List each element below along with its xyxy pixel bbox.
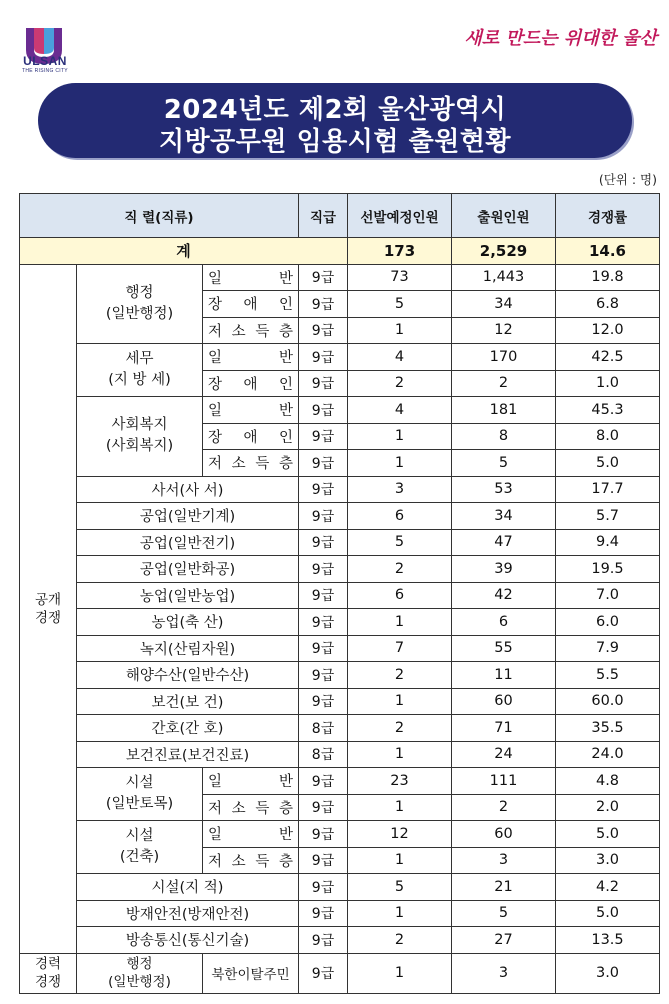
row-grade: 8급 <box>299 715 348 742</box>
row-applicants: 8 <box>452 423 556 450</box>
row-name: 사서(사 서) <box>77 476 299 503</box>
row-applicants: 1,443 <box>452 264 556 291</box>
row-planned: 5 <box>348 529 452 556</box>
city-slogan: 새로 만드는 위대한 울산 <box>464 28 657 49</box>
row-ratio: 4.2 <box>556 874 660 901</box>
row-planned: 1 <box>348 900 452 927</box>
row-sub: 저 소 득 층 <box>203 317 299 344</box>
total-applicants: 2,529 <box>452 238 556 265</box>
row-planned: 1 <box>348 423 452 450</box>
row-planned: 5 <box>348 874 452 901</box>
row-applicants: 3 <box>452 847 556 874</box>
page-title-banner <box>38 83 632 158</box>
row-grade: 9급 <box>299 397 348 424</box>
row-grade: 9급 <box>299 317 348 344</box>
row-ratio: 6.0 <box>556 609 660 636</box>
row-name: 방송통신(통신기술) <box>77 927 299 954</box>
row-ratio: 12.0 <box>556 317 660 344</box>
row-sub: 장 애 인 <box>203 291 299 318</box>
row-applicants: 39 <box>452 556 556 583</box>
table-row <box>20 741 660 768</box>
row-sub: 저 소 득 층 <box>203 847 299 874</box>
row-grade: 9급 <box>299 423 348 450</box>
row-applicants: 27 <box>452 927 556 954</box>
row-grade: 9급 <box>299 847 348 874</box>
group-civil-engineering: 시설 (일반토목) <box>77 768 203 821</box>
row-applicants: 6 <box>452 609 556 636</box>
row-ratio: 4.8 <box>556 768 660 795</box>
row-grade: 8급 <box>299 741 348 768</box>
row-name: 방재안전(방재안전) <box>77 900 299 927</box>
row-grade: 9급 <box>299 503 348 530</box>
row-grade: 9급 <box>299 635 348 662</box>
header-grade: 직급 <box>299 194 348 238</box>
total-ratio: 14.6 <box>556 238 660 265</box>
table-row <box>20 900 660 927</box>
row-grade: 9급 <box>299 927 348 954</box>
row-ratio: 45.3 <box>556 397 660 424</box>
unit-note: (단위 : 명) <box>598 172 657 187</box>
total-planned: 173 <box>348 238 452 265</box>
row-sub: 장 애 인 <box>203 370 299 397</box>
row-sub: 저 소 득 층 <box>203 450 299 477</box>
row-grade: 9급 <box>299 609 348 636</box>
logo-wordmark: ULSAN <box>23 54 67 68</box>
row-sub: 일 반 <box>203 344 299 371</box>
category-open-competition: 공개 경쟁 <box>20 264 77 953</box>
table-row <box>20 397 660 424</box>
row-planned: 73 <box>348 264 452 291</box>
row-grade: 9급 <box>299 794 348 821</box>
table-row <box>20 476 660 503</box>
table-header-row <box>20 194 660 238</box>
row-planned: 7 <box>348 635 452 662</box>
row-planned: 1 <box>348 953 452 993</box>
row-ratio: 6.8 <box>556 291 660 318</box>
table-row <box>20 635 660 662</box>
row-applicants: 53 <box>452 476 556 503</box>
row-ratio: 7.9 <box>556 635 660 662</box>
row-ratio: 2.0 <box>556 794 660 821</box>
table-row <box>20 927 660 954</box>
row-ratio: 13.5 <box>556 927 660 954</box>
row-planned: 1 <box>348 609 452 636</box>
logo-tagline: THE RISING CITY <box>22 68 68 74</box>
row-applicants: 2 <box>452 370 556 397</box>
table-row <box>20 503 660 530</box>
table-row <box>20 662 660 689</box>
page-title-line2: 지방공무원 임용시험 출원현황 <box>158 127 512 157</box>
row-grade: 9급 <box>299 556 348 583</box>
group-admin: 행정 (일반행정) <box>77 264 203 344</box>
row-sub: 일 반 <box>203 397 299 424</box>
row-applicants: 21 <box>452 874 556 901</box>
row-planned: 1 <box>348 450 452 477</box>
row-name: 공업(일반전기) <box>77 529 299 556</box>
row-planned: 1 <box>348 688 452 715</box>
page-title-line1: 2024년도 제2회 울산광역시 <box>163 95 507 125</box>
row-planned: 6 <box>348 503 452 530</box>
row-planned: 2 <box>348 370 452 397</box>
row-applicants: 2 <box>452 794 556 821</box>
header-position: 직 렬(직류) <box>20 194 299 238</box>
row-applicants: 12 <box>452 317 556 344</box>
row-applicants: 60 <box>452 821 556 848</box>
row-planned: 2 <box>348 556 452 583</box>
row-applicants: 181 <box>452 397 556 424</box>
row-planned: 2 <box>348 927 452 954</box>
row-ratio: 3.0 <box>556 847 660 874</box>
total-label: 계 <box>20 238 348 265</box>
row-planned: 2 <box>348 715 452 742</box>
table-row <box>20 688 660 715</box>
row-ratio: 17.7 <box>556 476 660 503</box>
header-ratio: 경쟁률 <box>556 194 660 238</box>
applicants-table <box>19 193 660 994</box>
row-grade: 9급 <box>299 291 348 318</box>
row-applicants: 55 <box>452 635 556 662</box>
row-ratio: 35.5 <box>556 715 660 742</box>
group-tax: 세무 (지 방 세) <box>77 344 203 397</box>
row-ratio: 42.5 <box>556 344 660 371</box>
row-planned: 6 <box>348 582 452 609</box>
row-applicants: 34 <box>452 291 556 318</box>
table-row <box>20 609 660 636</box>
row-sub: 북한이탈주민 <box>203 953 299 993</box>
row-ratio: 3.0 <box>556 953 660 993</box>
row-ratio: 7.0 <box>556 582 660 609</box>
row-grade: 9급 <box>299 900 348 927</box>
row-ratio: 19.8 <box>556 264 660 291</box>
row-grade: 9급 <box>299 582 348 609</box>
row-name: 농업(축 산) <box>77 609 299 636</box>
row-ratio: 5.0 <box>556 900 660 927</box>
row-grade: 9급 <box>299 476 348 503</box>
header-applicants: 출원인원 <box>452 194 556 238</box>
row-grade: 9급 <box>299 688 348 715</box>
row-grade: 9급 <box>299 344 348 371</box>
row-sub: 장 애 인 <box>203 423 299 450</box>
table-row <box>20 264 660 291</box>
row-applicants: 71 <box>452 715 556 742</box>
row-planned: 23 <box>348 768 452 795</box>
row-grade: 9급 <box>299 450 348 477</box>
row-ratio: 60.0 <box>556 688 660 715</box>
group-career-admin: 행정 (일반행정) <box>77 953 203 993</box>
row-planned: 5 <box>348 291 452 318</box>
table-row <box>20 344 660 371</box>
row-sub: 일 반 <box>203 821 299 848</box>
row-sub: 저 소 득 층 <box>203 794 299 821</box>
row-grade: 9급 <box>299 768 348 795</box>
row-planned: 2 <box>348 662 452 689</box>
row-ratio: 8.0 <box>556 423 660 450</box>
table-row <box>20 582 660 609</box>
row-applicants: 5 <box>452 450 556 477</box>
row-applicants: 11 <box>452 662 556 689</box>
row-name: 농업(일반농업) <box>77 582 299 609</box>
row-planned: 1 <box>348 847 452 874</box>
row-planned: 1 <box>348 741 452 768</box>
header-planned: 선발예정인원 <box>348 194 452 238</box>
row-grade: 9급 <box>299 874 348 901</box>
row-applicants: 24 <box>452 741 556 768</box>
row-applicants: 42 <box>452 582 556 609</box>
row-ratio: 5.5 <box>556 662 660 689</box>
row-grade: 9급 <box>299 662 348 689</box>
row-grade: 9급 <box>299 370 348 397</box>
table-row <box>20 556 660 583</box>
row-applicants: 111 <box>452 768 556 795</box>
row-applicants: 170 <box>452 344 556 371</box>
row-ratio: 1.0 <box>556 370 660 397</box>
row-applicants: 34 <box>452 503 556 530</box>
row-name: 간호(간 호) <box>77 715 299 742</box>
table-row <box>20 874 660 901</box>
row-planned: 1 <box>348 317 452 344</box>
row-grade: 9급 <box>299 953 348 993</box>
row-planned: 12 <box>348 821 452 848</box>
row-ratio: 5.7 <box>556 503 660 530</box>
row-planned: 1 <box>348 794 452 821</box>
row-ratio: 9.4 <box>556 529 660 556</box>
table-row <box>20 821 660 848</box>
row-name: 공업(일반기계) <box>77 503 299 530</box>
table-row <box>20 953 660 993</box>
group-social-welfare: 사회복지 (사회복지) <box>77 397 203 477</box>
row-name: 해양수산(일반수산) <box>77 662 299 689</box>
table-row <box>20 529 660 556</box>
row-ratio: 19.5 <box>556 556 660 583</box>
row-name: 녹지(산림자원) <box>77 635 299 662</box>
row-grade: 9급 <box>299 821 348 848</box>
row-ratio: 24.0 <box>556 741 660 768</box>
category-career-competition: 경력 경쟁 <box>20 953 77 993</box>
row-sub: 일 반 <box>203 264 299 291</box>
row-name: 보건진료(보건진료) <box>77 741 299 768</box>
table-row <box>20 768 660 795</box>
row-grade: 9급 <box>299 264 348 291</box>
row-ratio: 5.0 <box>556 450 660 477</box>
row-planned: 4 <box>348 397 452 424</box>
row-applicants: 3 <box>452 953 556 993</box>
row-ratio: 5.0 <box>556 821 660 848</box>
row-applicants: 60 <box>452 688 556 715</box>
row-grade: 9급 <box>299 529 348 556</box>
total-row <box>20 238 660 265</box>
row-sub: 일 반 <box>203 768 299 795</box>
table-row <box>20 715 660 742</box>
row-name: 공업(일반화공) <box>77 556 299 583</box>
row-name: 시설(지 적) <box>77 874 299 901</box>
row-planned: 3 <box>348 476 452 503</box>
row-planned: 4 <box>348 344 452 371</box>
group-architecture: 시설 (건축) <box>77 821 203 874</box>
row-applicants: 5 <box>452 900 556 927</box>
row-applicants: 47 <box>452 529 556 556</box>
row-name: 보건(보 건) <box>77 688 299 715</box>
